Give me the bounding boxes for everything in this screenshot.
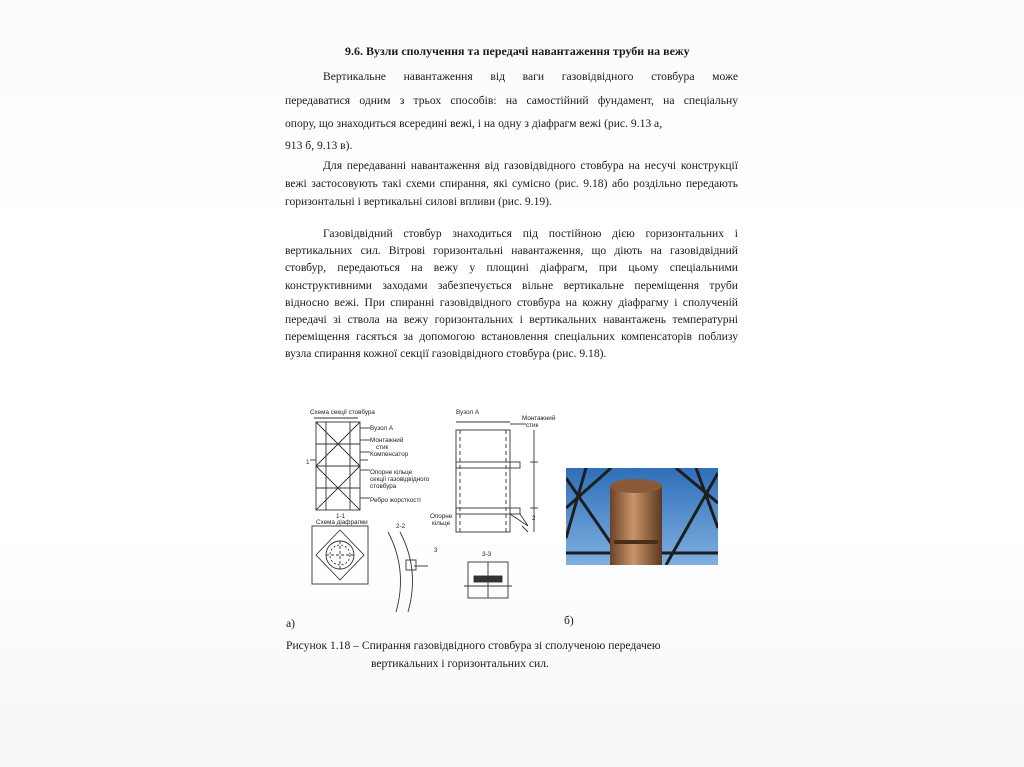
label-section-scheme: Схема секції стовбура <box>310 409 375 416</box>
label-support-ring-right: Опорне <box>430 513 453 520</box>
label-mark-3: 3 <box>434 547 438 554</box>
label-support-ring-right2: кільце <box>432 520 451 527</box>
label-mounting-joint-left2: стик <box>376 444 389 451</box>
label-node-a-left: Вузол А <box>370 425 394 432</box>
label-mounting-joint-left: Монтажний <box>370 437 404 444</box>
label-support-ring-left: Опорне кільце <box>370 469 413 476</box>
paragraph1-line4: 913 б, 9.13 в). <box>285 139 353 152</box>
chimney-photo <box>566 468 718 565</box>
paragraph1-line1: Вертикальне навантаження від ваги газовідвідного стовбура може <box>323 70 738 83</box>
label-section-2-2: 2-2 <box>396 523 406 530</box>
section-heading: 9.6. Вузли сполучення та передачі навантаження труби на вежу <box>345 44 690 58</box>
figure-caption <box>286 637 746 672</box>
caption-line2: вертикальних і горизонтальних сил. <box>371 656 549 670</box>
label-support-ring-left2: секції газовідвідного <box>370 476 430 483</box>
paragraph1-line3: опору, що знаходиться всередині вежі, і на одну з діафрагм вежі (рис. 9.13 а, <box>285 117 663 130</box>
label-mark-1: 1 <box>306 459 310 466</box>
caption-line1: Рисунок 1.18 – Спирання газовідвідного стовбура зі сполученою передачею <box>286 639 661 652</box>
label-section-1-1: 1-1 <box>336 513 346 520</box>
paragraph3: Газовідвідний стовбур знаходиться під постійною дією горизонтальних і вертикальних сил. Вітрові горизонтальні навантаження, що діють на газовідвідний стовбур, передаються на вежу у площині діафрагм, при цьому спеціальними конструктивними заходами забезпечується вільне вертикальне переміщення труби відносно вежі. При спиранні газовідвідного стовбура на кожну діафрагму і сполученій передачі зі ствола на вежу горизонтальних і вертикальних навантажень температурні переміщення гасяться за допомогою встановлення спеціальних компенсаторів поблизу вузла спирання кожної секції газовідвідного стовбура (рис. 9.18). <box>285 227 738 361</box>
paragraph2: Для передаванні навантаження від газовідвідного стовбура на несучі конструкції вежі застосовують такі схеми спирання, які сумісно (рис. 9.18) або роздільно передають горизонтальні і вертикальні силові впливи (рис. 9.19). <box>285 159 738 208</box>
label-section-3-3: 3-3 <box>482 551 492 558</box>
label-compensator: Компенсатор <box>370 451 409 458</box>
label-mark-2: 2 <box>532 515 536 522</box>
label-mounting-joint-right: Монтажний <box>522 415 556 422</box>
paragraph1-line2: передаватися одним з трьох способів: на самостійний фундамент, на спеціальну <box>285 94 738 107</box>
subfigure-b-label: б) <box>564 614 574 627</box>
label-support-ring-left3: стовбура <box>370 483 397 490</box>
label-stiffener: Ребро жорсткості <box>370 497 421 504</box>
label-mounting-joint-right2: стик <box>526 422 539 429</box>
subfigure-a-label: а) <box>286 617 296 630</box>
label-node-a-right: Вузол А <box>456 409 480 416</box>
label-diaphragm-scheme: Схема діафрагми <box>316 519 368 526</box>
